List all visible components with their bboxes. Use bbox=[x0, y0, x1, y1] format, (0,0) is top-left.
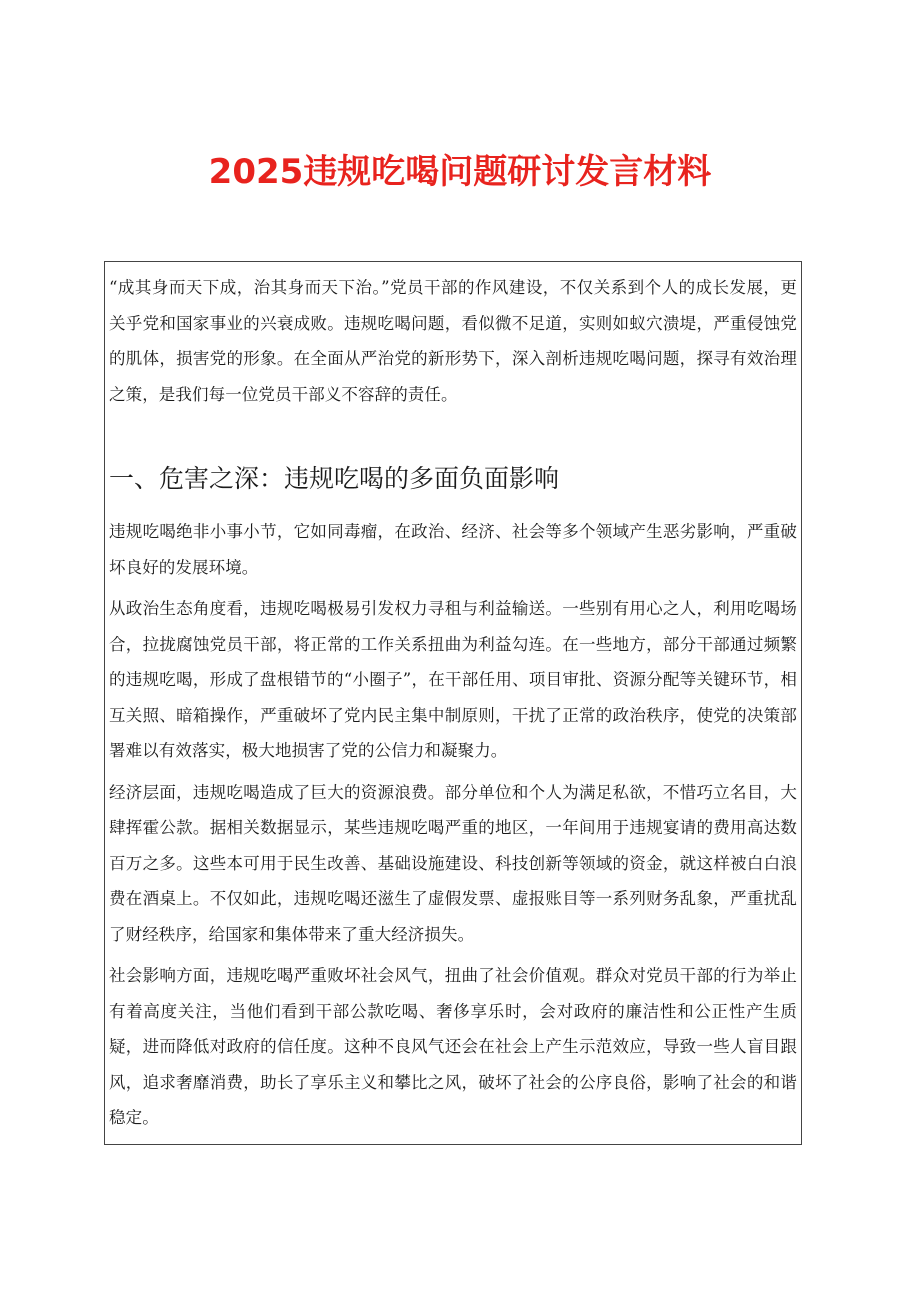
body-paragraph: 违规吃喝绝非小事小节，它如同毒瘤，在政治、经济、社会等多个领域产生恶劣影响，严重破坏良好的发展环境。 bbox=[109, 522, 797, 577]
document-title bbox=[0, 146, 920, 198]
body-paragraph: 从政治生态角度看，违规吃喝极易引发权力寻租与利益输送。一些别有用心之人，利用吃喝场合，拉拢腐蚀党员干部，将正常的工作关系扭曲为利益勾连。在一些地方，部分干部通过频繁的违规吃喝，形成了盘根错节的“小圈子”，在干部任用、项目审批、资源分配等关键环节，相互关照、暗箱操作，严重破坏了党内民主集中制原则，干扰了正常的政治秩序，使党的决策部署难以有效落实，极大地损害了党的公信力和凝聚力。 bbox=[109, 599, 797, 760]
content-box bbox=[104, 261, 802, 1145]
body-paragraph: 经济层面，违规吃喝造成了巨大的资源浪费。部分单位和个人为满足私欲，不惜巧立名目，大肆挥霍公款。据相关数据显示，某些违规吃喝严重的地区，一年间用于违规宴请的费用高达数百万之多。这些本可用于民生改善、基础设施建设、科技创新等领域的资金，就这样被白白浪费在酒桌上。不仅如此，违规吃喝还滋生了虚假发票、虚报账目等一系列财务乱象，严重扰乱了财经秩序，给国家和集体带来了重大经济损失。 bbox=[109, 782, 797, 944]
section-heading: 一、危害之深：违规吃喝的多面负面影响 bbox=[109, 464, 560, 493]
title-year: 2025 bbox=[208, 152, 304, 192]
intro-paragraph: “成其身而天下成，治其身而天下治。”党员干部的作风建设，不仅关系到个人的成长发展，更关乎党和国家事业的兴衰成败。违规吃喝问题，看似微不足道，实则如蚁穴溃堤，严重侵蚀党的肌体，损害党的形象。在全面从严治党的新形势下，深入剖析违规吃喝问题，探寻有效治理之策，是我们每一位党员干部义不容辞的责任。 bbox=[109, 278, 797, 404]
body-paragraph: 社会影响方面，违规吃喝严重败坏社会风气，扭曲了社会价值观。群众对党员干部的行为举止有着高度关注，当他们看到干部公款吃喝、奢侈享乐时，会对政府的廉洁性和公正性产生质疑，进而降低对政府的信任度。这种不良风气还会在社会上产生示范效应，导致一些人盲目跟风，追求奢靡消费，助长了享乐主义和攀比之风，破坏了社会的公序良俗，影响了社会的和谐稳定。 bbox=[109, 966, 797, 1127]
title-text: 违规吃喝问题研讨发言材料 bbox=[303, 152, 712, 192]
